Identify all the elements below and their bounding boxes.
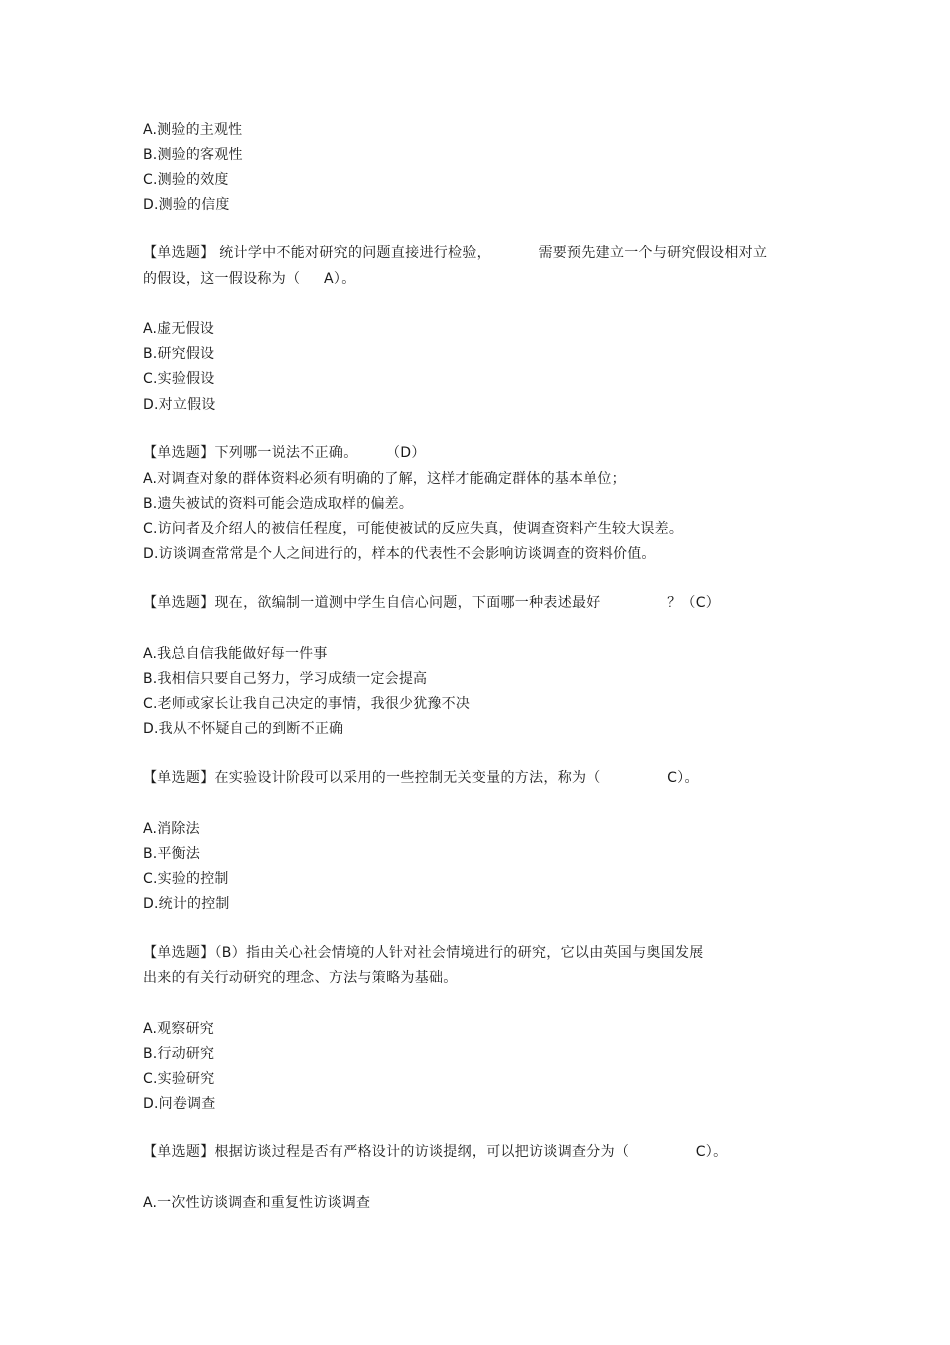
option-line: B.测验的客观性	[143, 147, 243, 163]
option-line: A.消除法	[143, 821, 200, 837]
option-line: A.测验的主观性	[143, 122, 243, 138]
option-line: C.实验的控制	[143, 871, 229, 887]
option-line: B.研究假设	[143, 346, 215, 362]
option-line: C.访问者及介绍人的被信任程度，可能使被试的反应失真，使调查资料产生较大误差。	[143, 521, 684, 537]
option-line: B.遗失被试的资料可能会造成取样的偏差。	[143, 496, 414, 512]
option-line: C.老师或家长让我自己决定的事情，我很少犹豫不决	[143, 696, 471, 712]
option-line: D.问卷调查	[143, 1096, 216, 1112]
option-line: A.一次性访谈调查和重复性访谈调查	[143, 1195, 371, 1211]
question-line: 【单选题】在实验设计阶段可以采用的一些控制无关变量的方法，称为（ C）。	[143, 770, 699, 786]
option-line: A.虚无假设	[143, 321, 214, 337]
option-line: D.访谈调查常常是个人之间进行的，样本的代表性不会影响访谈调查的资料价值。	[143, 546, 656, 562]
option-line: B.行动研究	[143, 1046, 215, 1062]
question-line: 的假设，这一假设称为（ A）。	[143, 271, 356, 287]
option-line: D.测验的信度	[143, 197, 230, 213]
question-line: 出来的有关行动研究的理念、方法与策略为基础。	[143, 970, 458, 986]
question-line: 【单选题】（B）指由关心社会情境的人针对社会情境进行的研究，它以由英国与奥国发展	[143, 945, 704, 961]
option-line: C.测验的效度	[143, 172, 229, 188]
option-line: D.统计的控制	[143, 896, 230, 912]
question-line: 【单选题】根据访谈过程是否有严格设计的访谈提纲，可以把访谈调查分为（ C）。	[143, 1144, 728, 1160]
option-line: A.对调查对象的群体资料必须有明确的了解，这样才能确定群体的基本单位；	[143, 471, 626, 487]
option-line: A.观察研究	[143, 1021, 214, 1037]
option-line: A.我总自信我能做好每一件事	[143, 646, 328, 662]
option-line: C.实验研究	[143, 1071, 215, 1087]
option-line: C.实验假设	[143, 371, 215, 387]
question-line: 【单选题】 统计学中不能对研究的问题直接进行检验， 需要预先建立一个与研究假设相对立	[143, 245, 768, 261]
option-line: D.我从不怀疑自己的到断不正确	[143, 721, 344, 737]
option-line: B.我相信只要自己努力，学习成绩一定会提高	[143, 671, 428, 687]
option-line: D.对立假设	[143, 397, 216, 413]
option-line: B.平衡法	[143, 846, 201, 862]
question-line: 【单选题】下列哪一说法不正确。 （D）	[143, 445, 426, 461]
question-line: 【单选题】现在，欲编制一道测中学生自信心问题，下面哪一种表述最好 ？（C）	[143, 595, 721, 611]
